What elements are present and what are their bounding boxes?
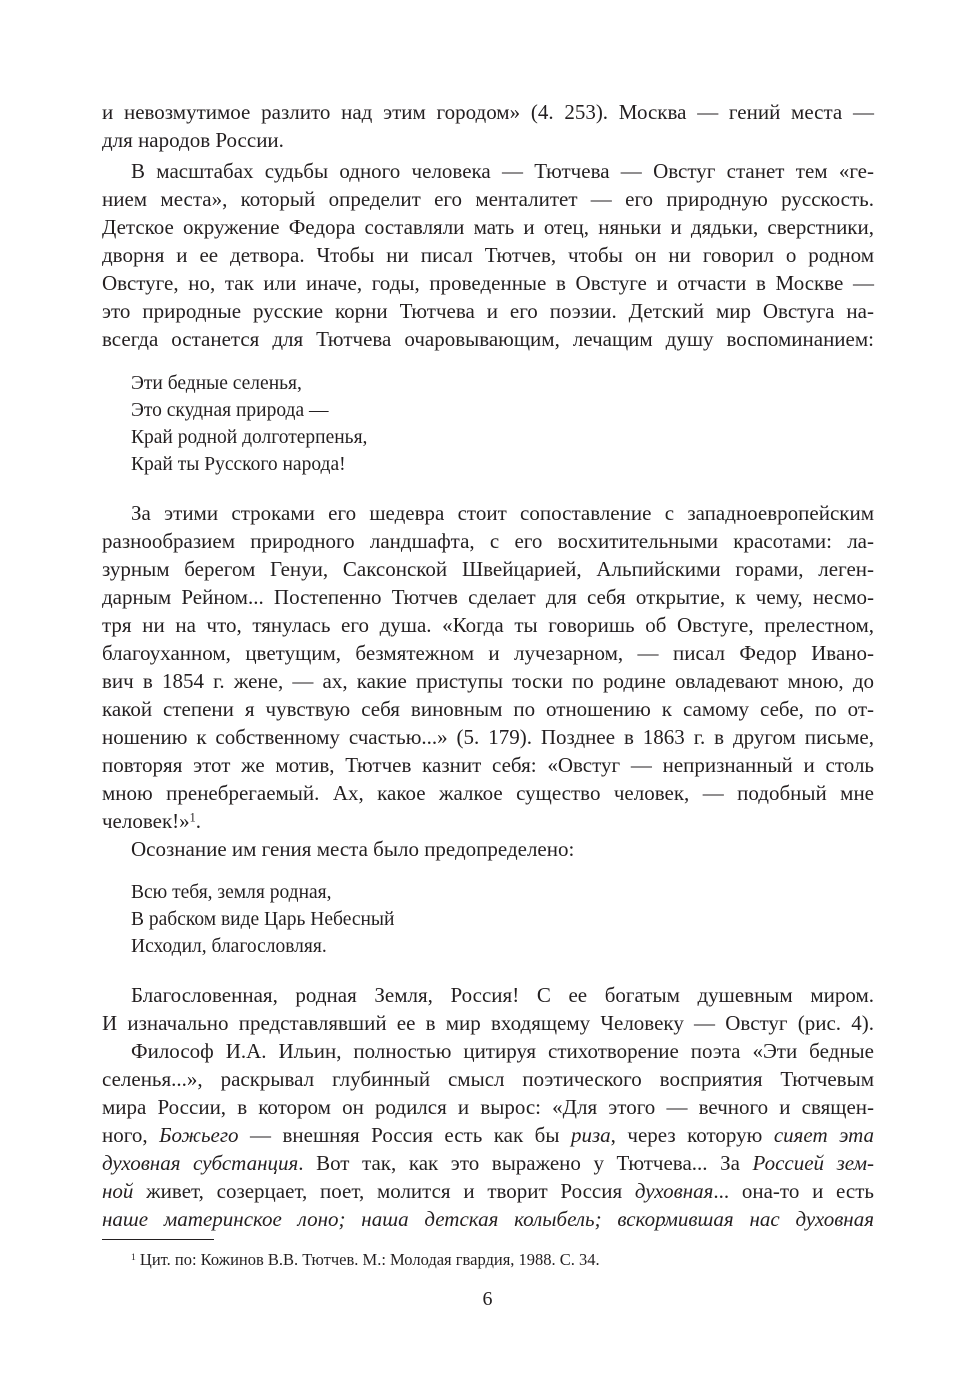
footnote-text: Цит. по: Кожинов В.В. Тютчев. М.: Молодая гвардия, 1988. С. 34.: [135, 1250, 600, 1269]
text-fragment: ... она-то и есть: [713, 1179, 874, 1203]
text-fragment: . Вот так, как это выражено у Тютчева... За: [298, 1151, 753, 1175]
text-line: какой степени я чувствую себя виновным по отношению к самому себе, по от-: [102, 697, 874, 721]
text-line: селенья...», раскрывал глубинный смысл поэтического восприятия Тютчевым: [102, 1067, 874, 1091]
text-line: Философ И.А. Ильин, полностью цитируя стихотворение поэта «Эти бедные: [131, 1039, 874, 1063]
text-line: Овстуге, но, так или иначе, годы, проведенные в Овстуге и отчасти в Москве —: [102, 271, 874, 295]
text-line: И изначально представлявший ее в мир входящему Человеку — Овстуг (рис. 4).: [102, 1011, 874, 1035]
text-line: [102, 1121, 874, 1149]
text-line: и невозмутимое разлито над этим городом» (4. 253). Москва — гений места —: [102, 100, 874, 124]
footnote-reference[interactable]: 1: [189, 810, 196, 825]
text-line: В масштабах судьбы одного человека — Тютчева — Овстуг станет тем «ге-: [131, 159, 874, 183]
text-line: Детское окружение Федора составляли мать и отец, няньки и дядьки, сверстники,: [102, 215, 874, 239]
italic-fragment: риза: [570, 1123, 611, 1147]
text-line: [102, 1205, 874, 1233]
poem-line: Это скудная природа —: [131, 400, 329, 421]
text-fragment: — внешняя Россия есть как бы: [238, 1123, 571, 1147]
text-fragment: человек!»: [102, 809, 190, 833]
text-fragment: живет, созерцает, поет, молится и творит Россия: [133, 1179, 635, 1203]
text-fragment: .: [195, 809, 202, 833]
text-line: повторяя этот же мотив, Тютчев казнит себя: «Овстуг — непризнанный и столь: [102, 753, 874, 777]
text-line: разнообразием природного ландшафта, с его восхитительными красотами: ла-: [102, 529, 874, 553]
text-fragment: , через которую: [610, 1123, 774, 1147]
footnote: [131, 1249, 600, 1271]
poem-line: Эти бедные селенья,: [131, 373, 302, 394]
text-line: мною пренебрегаемый. Ах, какое жалкое существо человек, — подобный мне: [102, 781, 874, 805]
text-line: благоуханном, цветущим, безмятежном и лучезарном, — писал Федор Ивано-: [102, 641, 874, 665]
text-line: мира России, в котором он родился и вырос: «Для этого — вечного и священ-: [102, 1095, 874, 1119]
italic-fragment: Россией зем-: [752, 1151, 874, 1175]
text-line: тря ни на что, тянулась его душа. «Когда ты говоришь об Овстуге, прелестном,: [102, 613, 874, 637]
poem-line: Край ты Русского народа!: [131, 454, 346, 475]
text-line: всегда останется для Тютчева очаровывающим, лечащим душу воспоминанием:: [102, 327, 874, 351]
poem-line: Исходил, благословляя.: [131, 936, 327, 957]
text-line: Благословенная, родная Земля, Россия! С ее богатым душевным миром.: [131, 983, 874, 1007]
text-line: [102, 1177, 874, 1205]
footnote-number: 1: [131, 1251, 136, 1263]
text-line: для народов России.: [102, 128, 284, 152]
text-line: ношению к собственному счастью...» (5. 179). Позднее в 1863 г. в другом письме,: [102, 725, 874, 749]
text-line: дарным Рейном... Постепенно Тютчев сделает для себя открытие, к чему, несмо-: [102, 585, 874, 609]
text-line: [102, 807, 874, 835]
text-line: вич в 1854 г. жене, — ах, какие приступы тоски по родине овладевают мною, до: [102, 669, 874, 693]
footnote-divider: [102, 1239, 214, 1240]
italic-fragment: ной: [102, 1179, 134, 1203]
italic-fragment: духовная субстанция: [102, 1151, 299, 1175]
text-line: [102, 1149, 874, 1177]
poem-line: Всю тебя, земля родная,: [131, 882, 332, 903]
text-line: нием места», который определит его менталитет — его природную русскость.: [102, 187, 874, 211]
italic-fragment: Божьего: [159, 1123, 239, 1147]
text-line: Осознание им гения места было предопределено:: [131, 837, 575, 861]
italic-fragment: сияет эта: [773, 1123, 874, 1147]
italic-fragment: духовная: [634, 1179, 714, 1203]
text-line: зурным берегом Генуи, Саксонской Швейцарией, Альпийскими горами, леген-: [102, 557, 874, 581]
poem-line: Край родной долготерпенья,: [131, 427, 368, 448]
text-line: это природные русские корни Тютчева и его поэзии. Детский мир Овстуга на-: [102, 299, 874, 323]
italic-fragment: наше материнское лоно; наша детская колыбель; вскормившая нас духовная: [102, 1207, 874, 1231]
page-number: 6: [482, 1288, 493, 1310]
text-line: дворня и ее детвора. Чтобы ни писал Тютчев, чтобы он ни говорил о родном: [102, 243, 874, 267]
poem-line: В рабском виде Царь Небесный: [131, 909, 395, 930]
text-line: За этими строками его шедевра стоит сопоставление с западноевропейским: [131, 501, 874, 525]
text-fragment: ного,: [102, 1123, 160, 1147]
